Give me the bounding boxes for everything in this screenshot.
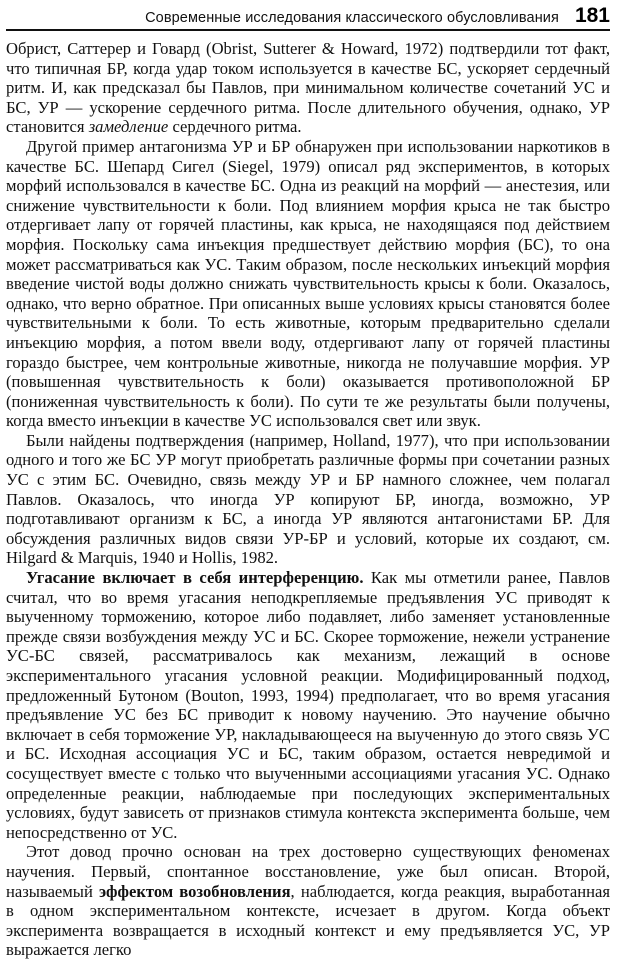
text-segment: , наблюдается, когда реакция, выработанная в одном экспериментальном контексте, исчезает в другом. Когда объект эксперимента возвращается в исходный контекст и ему предъявляется УС, УР выражается легко [6,881,610,960]
text-segment: Другой пример антагонизма УР и БР обнаружен при использовании наркотиков в качестве БС. Шепард Сигел (Siegel, 1979) описал ряд экспериментов, в которых морфий использовался в качестве БС. Одна из реакций на морфий — анестезия, или снижение чувствительности к боли. Под влиянием морфия крыса не так быстро отдергивает лапу от горячей пластины, как крыса, не находящаяся под действием морфия. Поскольку сама инъекция предшествует действию морфия (БС), то она может рассматриваться как УС. Таким образом, после нескольких инъекций морфия введение чистой воды должно снижать чувствительность крысы к боли. Оказалось, однако, что верно обратное. При описанных выше условиях крысы становятся более чувствительными к боли. То есть животные, которым предварительно сделали инъекцию морфия, а потом ввели воду, отдергивают лапу от горячей пластины гораздо быстрее, чем контрольные животные, никогда не получавшие морфия. УР (повышенная чувствительность к боли) оказывается противоположной БР (пониженная чувствительность к боли). По сути те же результаты были получены, когда вместо инъекции в качестве УС использовался свет или звук. [6,136,610,431]
bold-term-segment: эффектом возобновления [98,881,291,901]
text-segment: Обрист, Саттерер и Говард (Obrist, Sutterer & Howard, 1972) подтвердили тот факт, что типичная БР, когда удар током используется в качестве БС, ускоряет сердечный ритм. И, как предсказал бы Павлов, при минимальном количестве сочетаний УС и БС, УР — ускорение сердечного ритма. После длительного обучения, однако, УР становится [6,39,610,137]
text-segment: Были найдены подтверждения (например, Holland, 1977), что при использовании одного и того же БС УР могут приобретать различные формы при сочетании разных УС с этим БС. Очевидно, связь между УР и БР намного сложнее, чем полагал Павлов. Оказалось, что иногда УР копируют БР, иногда, возможно, УР подготавливают организм к БС, а иногда УР являются антагонистами БР. Для обсуждения различных видов связи УР-БР и условий, которые их создают, см. Hilgard & Marquis, 1940 и Hollis, 1982. [6,430,610,568]
paragraph-4 [6,568,610,842]
text-segment: сердечного ритма. [168,117,302,137]
paragraph-2 [6,137,610,431]
paragraph-3 [6,431,610,568]
bold-heading-segment: Угасание включает в себя интерференцию. [26,568,364,588]
page-header [6,0,610,31]
body-text [6,39,610,960]
paragraph-1 [6,39,610,137]
page-number: 181 [574,4,610,27]
text-segment: Этот довод прочно основан на трех достоверно существующих феноменах научения. Первый, спонтанное восстановление, уже был описан. Второй, называемый [6,842,610,901]
text-segment: Как мы отметили ранее, Павлов считал, что во время угасания неподкрепляемые предъявления УС приводят к выученному торможению, которое либо подавляет, либо заменяет установленные прежде связи возбуждения между УС и БС. Скорее торможение, нежели устранение УС-БС связей, рассматривалось как механизм, лежащий в основе экспериментального угасания условной реакции. Модифицированный подход, предложенный Бутоном (Bouton, 1993, 1994) предполагает, что во время угасания предъявление УС без БС приводит к новому научению. Это научение обычно включает в себя торможение УР, накладывающееся на выученную до этого связь УС и БС. Исходная ассоциация УС и БС, таким образом, остается невредимой и сосуществует вместе с только что выученными ассоциациями угасания УС. Однако определенные реакции, наблюдаемые при последующих экспериментальных условиях, будут зависеть от признаков стимула контекста эксперимента больше, чем непосредственно от УС. [6,568,610,842]
emphasis-segment: замедление [88,117,169,137]
paragraph-5 [6,842,610,960]
running-head: Современные исследования классического обусловливания [145,10,559,26]
